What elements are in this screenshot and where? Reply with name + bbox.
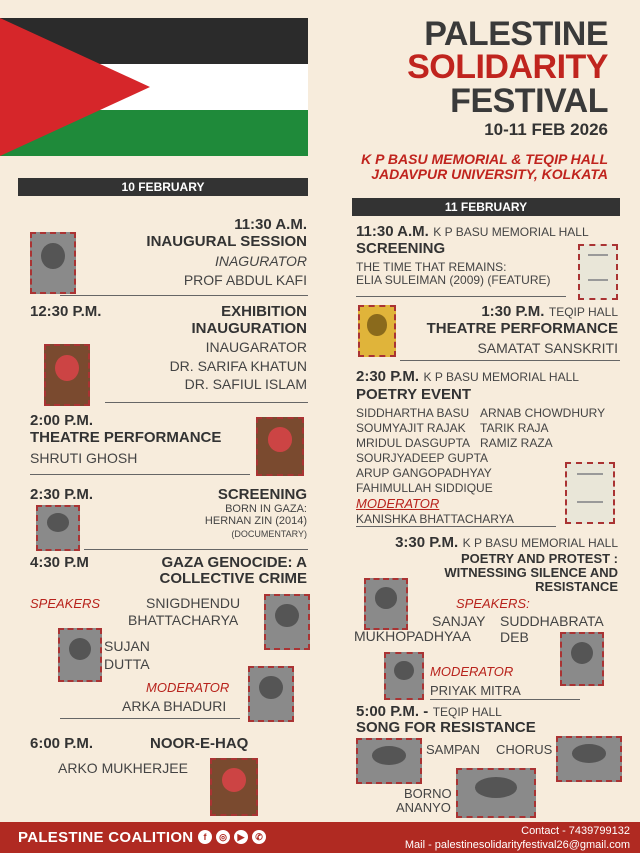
d1-e3-time: 2:00 P.M. [30, 412, 94, 429]
day1-header: 10 FEBRUARY [18, 178, 308, 196]
photo-snigdhendu [264, 594, 310, 650]
divider [84, 549, 308, 550]
facebook-icon[interactable]: f [198, 830, 212, 844]
d1-e5-mod: ARKA BHADURI [122, 698, 227, 714]
d2-e3-r2a: SOUMYAJIT RAJAK [356, 421, 466, 435]
photo-exhibition [44, 344, 90, 406]
d1-e5-title2: COLLECTIVE CRIME [159, 570, 307, 587]
title-line-3: FESTIVAL [450, 81, 608, 120]
d1-e2-title2: INAUGURATION [191, 320, 307, 337]
photo-arka-bhaduri [248, 666, 294, 722]
d1-e5-s1a: SNIGDHENDU [146, 595, 241, 611]
d2-e5-p3a: BORNO [404, 786, 452, 801]
d1-e5-moderator: MODERATOR [146, 680, 230, 695]
d1-e4-title: SCREENING [217, 486, 307, 503]
d2-e2-hall: TEQIP HALL [548, 305, 618, 319]
d2-e3-mod: KANISHKA BHATTACHARYA [356, 512, 514, 526]
d2-e3-r3a: MRIDUL DASGUPTA [356, 436, 471, 450]
divider [400, 360, 620, 361]
photo-priyak-mitra [384, 652, 424, 700]
d1-e6-title: NOOR-E-HAQ [150, 735, 249, 752]
d2-e2-timeline [481, 303, 618, 321]
contact-mail[interactable]: Mail - palestinesolidarityfestival26@gmail.com [404, 839, 630, 852]
d2-e4-s1a: SANJAY [432, 613, 486, 629]
d2-e3-time: 2:30 P.M. [356, 368, 420, 385]
d2-e3-r1b: ARNAB CHOWDHURY [480, 406, 606, 420]
whatsapp-icon[interactable]: ✆ [252, 830, 266, 844]
d2-e4-title3: RESISTANCE [535, 579, 618, 594]
d2-e4-time: 3:30 P.M. [395, 534, 459, 551]
venue [361, 152, 608, 183]
d2-e1-time: 11:30 A.M. [356, 223, 429, 240]
venue-line-1: K P BASU MEMORIAL & TEQIP HALL [361, 151, 608, 167]
photo-sujan-dutta [58, 628, 102, 682]
poster-time-that-remains [578, 244, 618, 300]
title-line-2: SOLIDARITY [407, 48, 608, 87]
d2-e4-s2b: DEB [500, 629, 529, 645]
photo-sanjay [364, 578, 408, 630]
d2-e3-r3b: RAMIZ RAZA [480, 436, 553, 450]
d2-e5-title: SONG FOR RESISTANCE [356, 719, 536, 736]
d1-e2-role: INAUGARATOR [205, 339, 307, 355]
d2-e2-person: SAMATAT SANSKRITI [477, 340, 618, 356]
footer-brand: PALESTINE COALITION [18, 829, 194, 846]
instagram-icon[interactable]: ◎ [216, 830, 230, 844]
photo-chorus [556, 736, 622, 782]
d1-e2-title1: EXHIBITION [221, 303, 307, 320]
d2-e3-r6: FAHIMULLAH SIDDIQUE [356, 481, 493, 495]
d2-e3-title: POETRY EVENT [356, 386, 472, 403]
photo-borno-ananyo [456, 768, 536, 818]
photo-born-in-gaza [36, 505, 80, 551]
divider [60, 718, 240, 719]
d2-e3-r1a: SIDDHARTHA BASU [356, 406, 470, 420]
d1-e5-s2a: SUJAN [104, 638, 150, 654]
d1-e6-person: ARKO MUKHERJEE [58, 760, 188, 776]
d2-e4-timeline [395, 534, 618, 552]
d2-e2-time: 1:30 P.M. [481, 303, 545, 320]
footer-contact [405, 824, 630, 853]
d2-e1-line2: ELIA SULEIMAN (2009) (FEATURE) [356, 273, 551, 287]
title-line-1: PALESTINE [424, 15, 608, 53]
d2-e5-p3b: ANANYO [396, 800, 451, 815]
d1-e2-person1: DR. SARIFA KHATUN [169, 358, 307, 374]
d1-e5-speakers: SPEAKERS [30, 596, 101, 611]
d1-e1-role: INAGURATOR [214, 253, 307, 269]
photo-abdul-kafi [30, 232, 76, 294]
logo-samatat [358, 305, 396, 357]
photo-sampan [356, 738, 422, 784]
d1-e1-person: PROF ABDUL KAFI [183, 272, 307, 288]
d2-e3-r2b: TARIK RAJA [480, 421, 549, 435]
d2-e4-moderator: MODERATOR [430, 664, 514, 679]
d1-e3-person: SHRUTI GHOSH [30, 450, 138, 466]
d1-e1-title: INAUGURAL SESSION [146, 233, 307, 250]
divider [105, 402, 308, 403]
d1-e4-line1: BORN IN GAZA: [225, 503, 307, 515]
d1-e4-time: 2:30 P.M. [30, 486, 94, 503]
divider [356, 526, 556, 527]
festival-dates: 10-11 FEB 2026 [484, 119, 608, 139]
divider [356, 296, 566, 297]
d1-e4-line2: HERNAN ZIN (2014) [204, 515, 307, 527]
day2-header: 11 FEBRUARY [352, 198, 620, 216]
book-of-verses [565, 462, 615, 524]
d2-e3-r4: SOURJYADEEP GUPTA [356, 451, 489, 465]
d2-e4-mod: PRIYAK MITRA [430, 683, 521, 698]
d2-e1-line1: THE TIME THAT REMAINS: [356, 260, 507, 274]
d1-e1-time: 11:30 A.M. [234, 216, 307, 233]
social-icons [198, 830, 266, 844]
d2-e4-speakers: SPEAKERS: [456, 596, 530, 611]
d2-e3-timeline [356, 368, 579, 386]
d2-e2-title: THEATRE PERFORMANCE [426, 320, 618, 337]
d2-e4-title1: POETRY AND PROTEST : [461, 551, 618, 566]
d2-e5-hall: TEQIP HALL [432, 705, 502, 719]
d2-e5-p2: CHORUS [496, 742, 553, 757]
d2-e4-s2a: SUDDHABRATA [500, 613, 604, 629]
photo-shruti-ghosh [256, 417, 304, 476]
footer [0, 822, 640, 853]
d2-e3-hall: K P BASU MEMORIAL HALL [423, 370, 579, 384]
d2-e4-s1b: MUKHOPADHYAA [354, 628, 471, 644]
d2-e4-hall: K P BASU MEMORIAL HALL [462, 536, 618, 550]
d1-e3-title: THEATRE PERFORMANCE [30, 429, 222, 446]
divider [60, 295, 308, 296]
d2-e1-timeline [356, 223, 589, 241]
contact-phone: Contact - 7439799132 [521, 825, 630, 837]
palestine-flag [0, 18, 308, 156]
d2-e1-title: SCREENING [356, 240, 446, 257]
venue-line-2: JADAVPUR UNIVERSITY, KOLKATA [371, 166, 608, 183]
photo-noor-e-haq [210, 758, 258, 816]
divider [430, 699, 580, 700]
d1-e5-title1: GAZA GENOCIDE: A [161, 554, 307, 571]
d1-e6-time: 6:00 P.M. [30, 735, 94, 752]
d2-e3-r5: ARUP GANGOPADHYAY [356, 466, 492, 480]
d1-e4-line3: (DOCUMENTARY) [231, 529, 307, 539]
d1-e2-time: 12:30 P.M. [30, 303, 102, 320]
youtube-icon[interactable]: ▶ [234, 830, 248, 844]
divider [30, 474, 250, 475]
d1-e5-s2b: DUTTA [104, 656, 150, 672]
d2-e5-time: 5:00 P.M. - [356, 703, 429, 720]
d1-e5-time: 4:30 P.M [30, 554, 89, 571]
d1-e2-person2: DR. SAFIUL ISLAM [184, 376, 307, 392]
festival-title [407, 15, 608, 139]
d2-e1-hall: K P BASU MEMORIAL HALL [433, 225, 589, 239]
d2-e5-p1: SAMPAN [426, 742, 480, 757]
d1-e5-s1b: BHATTACHARYA [128, 612, 239, 628]
d2-e3-moderator: MODERATOR [356, 496, 440, 511]
d2-e4-title2: WITNESSING SILENCE AND [444, 565, 618, 580]
photo-suddhabrata [560, 632, 604, 686]
